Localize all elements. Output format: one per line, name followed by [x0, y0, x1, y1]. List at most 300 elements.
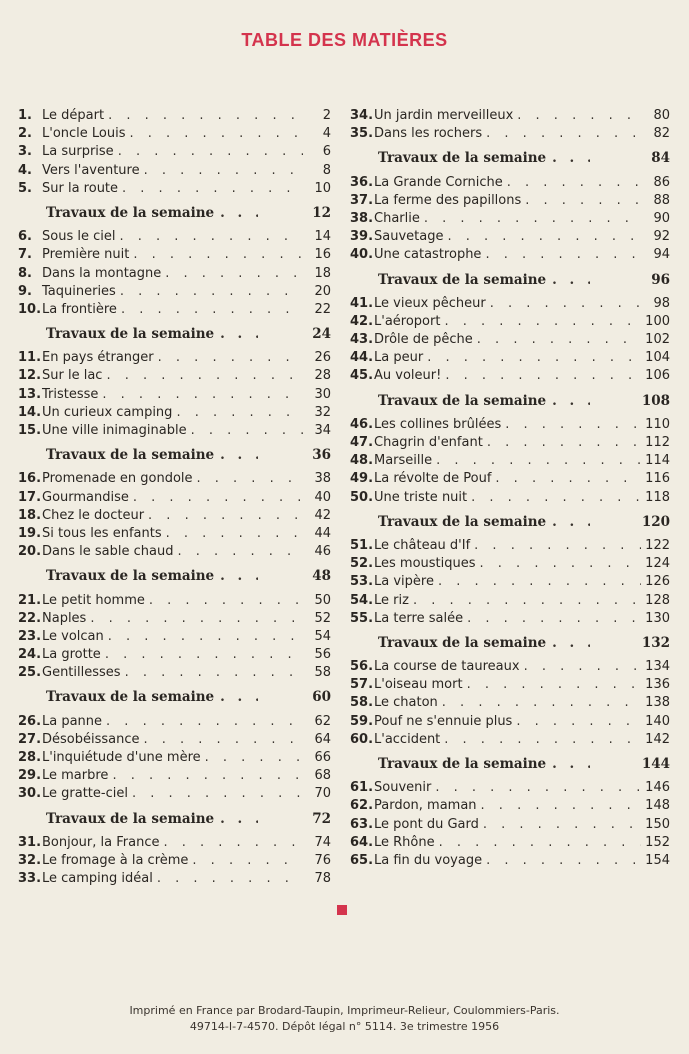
- chapter-number: 47.: [350, 435, 374, 450]
- leader-dots: [481, 797, 642, 815]
- toc-page-number: 52: [314, 610, 331, 626]
- toc-entry: [18, 731, 331, 749]
- chapter-title: Promenade en gondole: [42, 471, 193, 487]
- toc-entry: [350, 367, 670, 385]
- chapter-number: 30.: [18, 786, 42, 802]
- chapter-number: 4.: [18, 162, 32, 178]
- toc-page-number: 42: [314, 507, 331, 523]
- toc-page-number: 66: [314, 750, 331, 765]
- leader-dots: [191, 422, 303, 440]
- chapter-number: 9.: [18, 283, 32, 299]
- toc-page-number: 46: [314, 544, 331, 560]
- chapter-number: 59.: [350, 713, 374, 729]
- toc-page-number: 146: [645, 780, 670, 796]
- toc-section-row: [18, 446, 331, 464]
- leader-dots: [120, 283, 303, 301]
- toc-page-number: 120: [641, 513, 670, 530]
- chapter-number: 48.: [350, 453, 374, 469]
- chapter-title: L'aéroport: [374, 313, 441, 329]
- toc-page-number: 110: [645, 416, 670, 432]
- toc-section-label: Travaux de la semaine: [46, 810, 215, 827]
- chapter-number: 8.: [18, 265, 32, 281]
- toc-entry: [350, 313, 670, 331]
- leader-dots: [524, 658, 642, 676]
- chapter-number: 22.: [18, 610, 42, 626]
- leader-dots: [436, 452, 641, 470]
- toc-section-label: Travaux de la semaine: [46, 568, 215, 585]
- chapter-number: 3.: [18, 144, 32, 160]
- toc-entry: [350, 349, 670, 367]
- toc-page-number: 32: [314, 404, 331, 420]
- chapter-title: La grotte: [42, 647, 101, 663]
- toc-section-row: [350, 149, 670, 167]
- toc-page-number: 114: [645, 453, 670, 469]
- toc-page-number: 140: [645, 713, 670, 729]
- chapter-title: Le départ: [42, 108, 105, 123]
- chapter-title: La course de taureaux: [374, 659, 520, 675]
- toc-entry: [350, 779, 670, 797]
- leader-dots: [467, 610, 641, 628]
- chapter-title: Désobéissance: [42, 731, 140, 747]
- chapter-number: 21.: [18, 592, 42, 608]
- leader-dots: [552, 271, 590, 289]
- chapter-title: La fin du voyage: [374, 852, 483, 868]
- ornament-square: [337, 905, 347, 915]
- toc-page-number: 62: [314, 713, 331, 729]
- chapter-number: 39.: [350, 229, 374, 245]
- chapter-number: 36.: [350, 174, 374, 190]
- chapter-title: Les moustiques: [374, 556, 476, 572]
- chapter-title: Le volcan: [42, 628, 104, 644]
- toc-page-number: 36: [312, 447, 331, 464]
- toc-page-number: 124: [645, 556, 670, 572]
- toc-entry: [18, 265, 331, 283]
- toc-entry: [18, 749, 331, 767]
- toc-page-number: 16: [314, 247, 331, 263]
- toc-page-number: 58: [314, 665, 331, 681]
- toc-page-number: 60: [312, 689, 331, 706]
- chapter-title: Une triste nuit: [374, 489, 468, 505]
- toc-entry: [18, 543, 331, 561]
- toc-entry: [350, 797, 670, 815]
- toc-entry: [18, 125, 331, 143]
- leader-dots: [122, 180, 303, 198]
- leader-dots: [90, 610, 303, 628]
- leader-dots: [444, 731, 641, 749]
- toc-page-number: 30: [314, 386, 331, 402]
- leader-dots: [102, 386, 303, 404]
- chapter-title: Dans le sable chaud: [42, 544, 174, 560]
- toc-page-number: 26: [314, 350, 331, 366]
- chapter-number: 54.: [350, 592, 374, 608]
- toc-section-label: Travaux de la semaine: [378, 271, 547, 288]
- leader-dots: [552, 149, 590, 167]
- chapter-number: 1.: [18, 108, 32, 123]
- chapter-title: Sur le lac: [42, 368, 103, 384]
- leader-dots: [517, 107, 642, 125]
- leader-dots: [118, 143, 303, 161]
- toc-entry: [350, 416, 670, 434]
- toc-entry: [18, 143, 331, 161]
- toc-page-number: 106: [645, 368, 670, 384]
- toc-page-number: 84: [651, 150, 670, 167]
- leader-dots: [197, 470, 303, 488]
- leader-dots: [552, 392, 590, 410]
- leader-dots: [144, 731, 304, 749]
- toc-page-number: 126: [645, 574, 670, 590]
- chapter-title: La panne: [42, 713, 103, 729]
- chapter-title: Tristesse: [42, 386, 99, 402]
- chapter-number: 43.: [350, 332, 374, 348]
- toc-page-number: 94: [653, 247, 670, 263]
- chapter-title: Souvenir: [374, 780, 432, 796]
- toc-entry: [18, 367, 331, 385]
- toc-entry: [350, 676, 670, 694]
- toc-page-number: 142: [645, 731, 670, 747]
- chapter-title: Pouf ne s'ennuie plus: [374, 713, 513, 729]
- toc-entry: [350, 731, 670, 749]
- toc-entry: [18, 767, 331, 785]
- chapter-title: Le riz: [374, 592, 409, 608]
- leader-dots: [480, 555, 642, 573]
- toc-section-label: Travaux de la semaine: [378, 150, 547, 167]
- toc-section-row: [18, 204, 331, 222]
- page-title: TABLE DES MATIÈRES: [241, 30, 448, 50]
- toc-page-number: 8: [322, 162, 331, 178]
- leader-dots: [438, 573, 641, 591]
- chapter-number: 52.: [350, 556, 374, 572]
- chapter-title: La ferme des papillons: [374, 192, 522, 208]
- legal-deposit-line: 49714-I-7-4570. Dépôt légal n° 5114. 3e trimestre 1956: [189, 1020, 500, 1033]
- leader-dots: [220, 567, 258, 585]
- toc-page-number: 76: [314, 852, 331, 868]
- leader-dots: [220, 688, 258, 706]
- leader-dots: [447, 228, 642, 246]
- chapter-title: La peur: [374, 350, 424, 366]
- toc-page-number: 70: [314, 786, 331, 802]
- chapter-number: 27.: [18, 731, 42, 747]
- leader-dots: [490, 295, 642, 313]
- toc-entry: [18, 664, 331, 682]
- leader-dots: [220, 325, 258, 343]
- toc-page-number: 102: [645, 332, 670, 348]
- toc-entry: [350, 192, 670, 210]
- toc-page-number: 88: [653, 192, 670, 208]
- chapter-number: 33.: [18, 871, 42, 887]
- chapter-number: 45.: [350, 368, 374, 384]
- toc-entry: [18, 713, 331, 731]
- chapter-number: 42.: [350, 313, 374, 329]
- leader-dots: [552, 634, 590, 652]
- leader-dots: [158, 349, 303, 367]
- toc-entry: [350, 573, 670, 591]
- toc-entry: [350, 125, 670, 143]
- chapter-title: La Grande Corniche: [374, 174, 503, 190]
- toc-page-number: 50: [314, 592, 331, 608]
- chapter-number: 53.: [350, 574, 374, 590]
- chapter-title: Au voleur!: [374, 368, 442, 384]
- toc-page-number: 100: [645, 313, 670, 329]
- chapter-number: 26.: [18, 713, 42, 729]
- toc-entry: [350, 331, 670, 349]
- chapter-title: Charlie: [374, 210, 420, 226]
- chapter-title: Le gratte-ciel: [42, 786, 128, 802]
- toc-section-label: Travaux de la semaine: [46, 447, 215, 464]
- toc-section-label: Travaux de la semaine: [46, 689, 215, 706]
- toc-section-row: [350, 755, 670, 773]
- chapter-number: 13.: [18, 386, 42, 402]
- leader-dots: [125, 664, 303, 682]
- chapter-number: 31.: [18, 834, 42, 850]
- chapter-title: Chez le docteur: [42, 507, 145, 523]
- toc-entry: [18, 349, 331, 367]
- chapter-number: 15.: [18, 423, 42, 438]
- chapter-number: 57.: [350, 677, 374, 693]
- toc-page-number: 138: [645, 695, 670, 711]
- toc-entry: [18, 386, 331, 404]
- leader-dots: [516, 713, 641, 731]
- chapter-title: Chagrin d'enfant: [374, 435, 483, 450]
- toc-entry: [18, 422, 331, 440]
- leader-dots: [144, 162, 303, 180]
- leader-dots: [205, 749, 303, 767]
- toc-entry: [350, 107, 670, 125]
- toc-entry: [350, 658, 670, 676]
- leader-dots: [165, 265, 303, 283]
- toc-entry: [18, 162, 331, 180]
- toc-entry: [18, 246, 331, 264]
- chapter-number: 17.: [18, 489, 42, 505]
- chapter-number: 62.: [350, 798, 374, 814]
- leader-dots: [149, 592, 303, 610]
- chapter-title: Sous le ciel: [42, 229, 116, 245]
- toc-entry: [18, 525, 331, 543]
- chapter-title: L'inquiétude d'une mère: [42, 750, 201, 765]
- toc-page-number: 128: [645, 592, 670, 608]
- chapter-number: 56.: [350, 659, 374, 675]
- toc-page-number: 10: [314, 180, 331, 196]
- leader-dots: [220, 810, 258, 828]
- chapter-number: 25.: [18, 665, 42, 681]
- toc-section-row: [350, 392, 670, 410]
- toc-section-label: Travaux de la semaine: [378, 756, 547, 772]
- toc-page-number: 22: [314, 301, 331, 317]
- toc-page-number: 2: [322, 108, 331, 123]
- chapter-title: Pardon, maman: [374, 798, 477, 814]
- leader-dots: [552, 513, 590, 531]
- chapter-number: 58.: [350, 695, 374, 711]
- leader-dots: [525, 192, 642, 210]
- leader-dots: [121, 301, 303, 319]
- toc-page-number: 132: [641, 634, 670, 651]
- chapter-number: 40.: [350, 247, 374, 263]
- chapter-title: La surprise: [42, 144, 114, 160]
- chapter-number: 20.: [18, 544, 42, 560]
- toc-entry: [350, 694, 670, 712]
- toc-entry: [18, 470, 331, 488]
- chapter-title: L'oncle Louis: [42, 126, 126, 142]
- leader-dots: [507, 174, 642, 192]
- toc-entry: [18, 628, 331, 646]
- toc-entry: [18, 404, 331, 422]
- toc-entry: [350, 246, 670, 264]
- toc-entry: [350, 295, 670, 313]
- toc-page-number: 78: [314, 871, 331, 887]
- toc-page-number: 130: [645, 610, 670, 626]
- toc-entry: [18, 107, 331, 125]
- toc-section-row: [18, 567, 331, 585]
- toc-entry: [18, 785, 331, 803]
- toc-page-number: 118: [645, 489, 670, 505]
- toc-page-number: 20: [314, 283, 331, 299]
- toc-page-number: 154: [645, 852, 670, 868]
- leader-dots: [483, 816, 641, 834]
- leader-dots: [133, 246, 303, 264]
- toc-page-number: 90: [653, 210, 670, 226]
- leader-dots: [119, 228, 303, 246]
- leader-dots: [106, 713, 303, 731]
- leader-dots: [108, 628, 303, 646]
- leader-dots: [105, 646, 303, 664]
- toc-page-number: 40: [314, 489, 331, 505]
- chapter-title: Un curieux camping: [42, 404, 173, 420]
- toc-entry: [18, 834, 331, 852]
- chapter-number: 44.: [350, 350, 374, 366]
- chapter-number: 46.: [350, 416, 374, 432]
- chapter-title: Dans les rochers: [374, 126, 483, 142]
- chapter-title: Le camping idéal: [42, 871, 153, 887]
- toc-page-number: 6: [322, 144, 331, 160]
- chapter-title: Gourmandise: [42, 489, 129, 505]
- leader-dots: [486, 125, 642, 143]
- toc-entry: [350, 228, 670, 246]
- leader-dots: [485, 246, 642, 264]
- toc-page-number: 96: [651, 271, 670, 288]
- chapter-title: Le château d'If: [374, 537, 471, 553]
- toc-page-number: 104: [645, 350, 670, 366]
- chapter-number: 5.: [18, 180, 32, 196]
- toc-page-number: 80: [653, 108, 670, 123]
- toc-entry: [18, 592, 331, 610]
- toc-page-number: 112: [645, 435, 670, 450]
- toc-entry: [350, 452, 670, 470]
- chapter-number: 23.: [18, 628, 42, 644]
- chapter-title: Un jardin merveilleux: [374, 108, 514, 123]
- toc-page-number: 38: [314, 471, 331, 487]
- leader-dots: [157, 870, 303, 888]
- toc-page-number: 86: [653, 174, 670, 190]
- toc-section-label: Travaux de la semaine: [378, 634, 547, 651]
- leader-dots: [132, 785, 303, 803]
- chapter-number: 35.: [350, 126, 374, 142]
- toc-page-number: 44: [314, 525, 331, 541]
- toc-entry: [18, 489, 331, 507]
- chapter-title: La révolte de Pouf: [374, 471, 492, 487]
- toc-page-number: 28: [314, 368, 331, 384]
- leader-dots: [112, 767, 303, 785]
- leader-dots: [474, 537, 641, 555]
- toc-page-number: 54: [314, 628, 331, 644]
- chapter-title: Une ville inimaginable: [42, 423, 187, 438]
- toc-section-row: [18, 325, 331, 343]
- toc-page-number: 72: [312, 810, 331, 827]
- toc-entry: [18, 852, 331, 870]
- chapter-number: 2.: [18, 126, 32, 142]
- chapter-number: 64.: [350, 834, 374, 850]
- chapter-number: 38.: [350, 210, 374, 226]
- toc-entry: [350, 434, 670, 452]
- toc-page-number: 18: [314, 265, 331, 281]
- toc-page-number: 82: [653, 126, 670, 142]
- chapter-title: Le chaton: [374, 695, 438, 711]
- chapter-title: Naples: [42, 610, 87, 626]
- chapter-number: 60.: [350, 731, 374, 747]
- toc-section-row: [18, 810, 331, 828]
- chapter-title: Dans la montagne: [42, 265, 162, 281]
- leader-dots: [471, 489, 641, 507]
- chapter-number: 37.: [350, 192, 374, 208]
- toc-page-number: 56: [314, 647, 331, 663]
- toc-page-number: 98: [653, 295, 670, 311]
- leader-dots: [220, 446, 258, 464]
- toc-section-label: Travaux de la semaine: [378, 513, 547, 530]
- leader-dots: [176, 404, 303, 422]
- toc-entry: [350, 210, 670, 228]
- toc-entry: [350, 713, 670, 731]
- chapter-number: 50.: [350, 489, 374, 505]
- leader-dots: [163, 834, 303, 852]
- chapter-title: Le Rhône: [374, 834, 435, 850]
- toc-page-number: 150: [645, 816, 670, 832]
- chapter-number: 65.: [350, 852, 374, 868]
- toc-section-label: Travaux de la semaine: [46, 326, 215, 343]
- toc-section-row: [18, 688, 331, 706]
- chapter-title: En pays étranger: [42, 350, 154, 366]
- chapter-number: 10.: [18, 301, 42, 317]
- leader-dots: [130, 125, 304, 143]
- toc-entry: [350, 610, 670, 628]
- leader-dots: [413, 592, 641, 610]
- chapter-title: Le pont du Gard: [374, 816, 479, 832]
- chapter-title: Sur la route: [42, 180, 119, 196]
- chapter-number: 55.: [350, 610, 374, 626]
- toc-entry: [350, 489, 670, 507]
- leader-dots: [148, 507, 303, 525]
- chapter-title: L'oiseau mort: [374, 677, 463, 693]
- leader-dots: [424, 210, 642, 228]
- chapter-title: Le fromage à la crème: [42, 852, 189, 868]
- toc-section-row: [350, 634, 670, 652]
- toc-page-number: 14: [314, 229, 331, 245]
- chapter-title: Le vieux pêcheur: [374, 295, 486, 311]
- leader-dots: [192, 852, 303, 870]
- toc-section-label: Travaux de la semaine: [378, 392, 547, 409]
- toc-page-number: 134: [645, 659, 670, 675]
- toc-page-number: 148: [645, 798, 670, 814]
- toc-page-number: 74: [314, 834, 331, 850]
- toc-page-number: 12: [312, 204, 331, 221]
- toc-entry: [350, 816, 670, 834]
- leader-dots: [477, 331, 641, 349]
- toc-page-number: 122: [645, 537, 670, 553]
- leader-dots: [177, 543, 303, 561]
- leader-dots: [220, 204, 258, 222]
- leader-dots: [552, 755, 590, 773]
- chapter-title: Si tous les enfants: [42, 525, 162, 541]
- leader-dots: [427, 349, 641, 367]
- toc-entry: [18, 507, 331, 525]
- toc-entry: [18, 646, 331, 664]
